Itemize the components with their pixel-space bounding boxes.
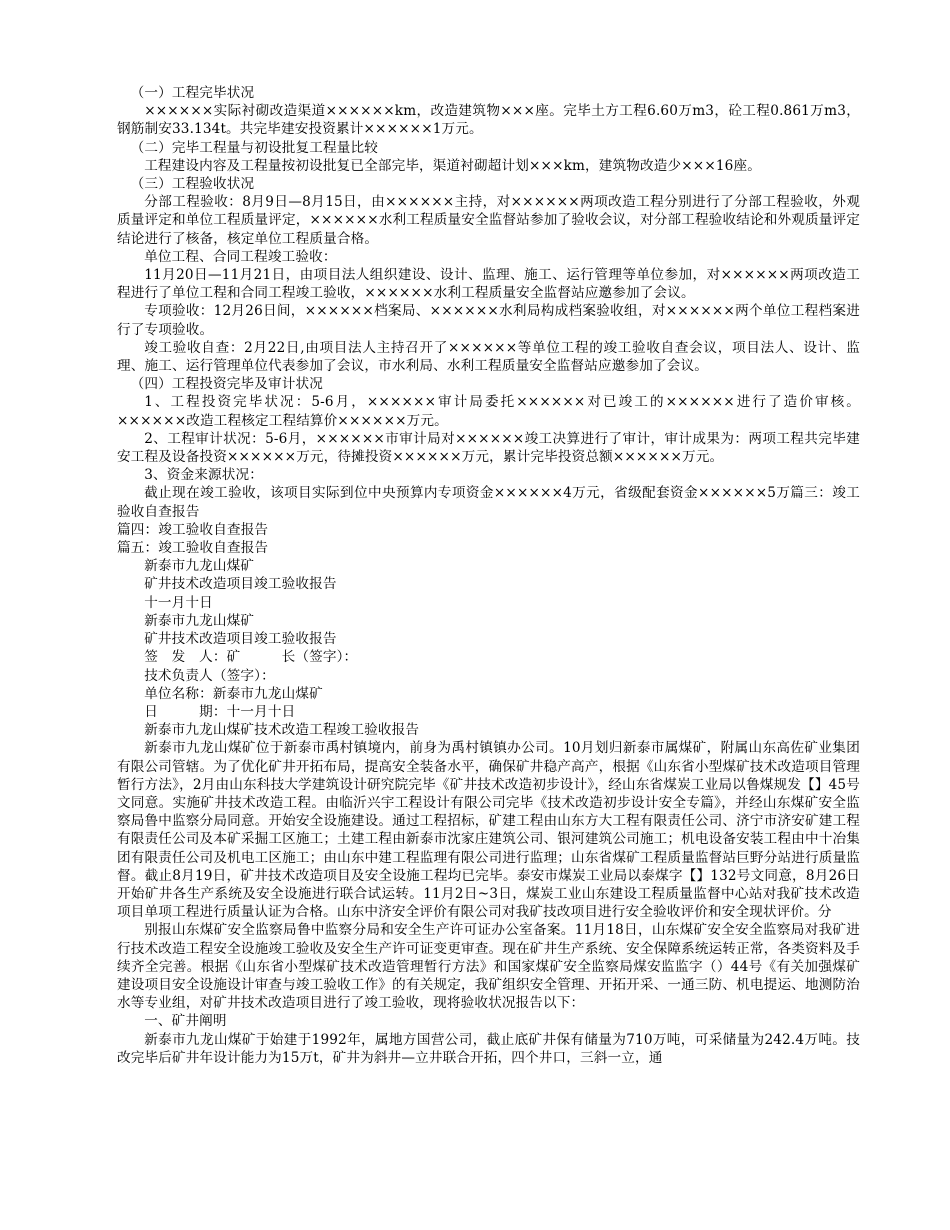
document-body [117, 84, 860, 1067]
paragraph: 单位名称：新泰市九龙山煤矿 [144, 685, 323, 702]
paragraph: 新泰市九龙山煤矿技术改造工程竣工验收报告 [144, 722, 420, 739]
paragraph: 矿井技术改造项目竣工验收报告 [144, 576, 337, 593]
paragraph: 工程建设内容及工程量按初设批复已全部完毕，渠道衬砌超计划×××km，建筑物改造少×××16座。 [144, 157, 761, 174]
paragraph: 新泰市九龙山煤矿位于新泰市禹村镇境内，前身为禹村镇镇办公司。10月划归新泰市属煤矿，附属山东高佐矿业集团有限公司管辖。为了优化矿井开拓布局，提高安全装备水平，确保矿井稳产高产，根据《山东省小型煤矿技术改造项目管理暂行方法》，2月由山东科技大学建筑设计研究院完毕《矿井技术改造初步设计》，经山东省煤炭工业局以鲁煤规发【】45号文同意。实施矿井技术改造工程。由临沂兴宇工程设计有限公司完毕《技术改造初步设计安全专篇》，并经山东煤矿安全监察局鲁中监察分局同意。开始安全设施建设。通过工程招标，矿建工程由山东方大工程有限责任公司、济宁市济安矿建工程有限责任公司及本矿采掘工区施工；土建工程由新泰市沈家庄建筑公司、银河建筑公司施工；机电设备安装工程由中十冶集团有限责任公司及机电工区施工；由山东中建工程监理有限公司进行监理；山东省煤矿工程质量监督站巨野分站进行质量监督。截止8月19日，矿井技术改造项目及安全设施工程均已完毕。泰安市煤炭工业局以泰煤字【】132号文同意，8月26日开始矿井各生产系统及安全设施进行联合试运转。11月2日~3日，煤炭工业山东建设工程质量监督中心站对我矿技术改造项目单项工程进行质量认证为合格。山东中济安全评价有限公司对我矿技改项目进行安全验收评价和安全现状评价。分 [117, 740, 860, 921]
paragraph: 截止现在竣工验收，该项目实际到位中央预算内专项资金××××××4万元，省级配套资金××××××5万篇三：竣工验收自查报告 [117, 485, 860, 520]
paragraph: 竣工验收自查：2月22日,由项目法人主持召开了××××××等单位工程的竣工验收自查会议，项目法人、设计、监理、施工、运行管理单位代表参加了会议，市水利局、水利工程质量安全监督站应邀参加了会议。 [117, 339, 860, 375]
paragraph: 专项验收：12月26日间，××××××档案局、××××××水利局构成档案验收组，对××××××两个单位工程档案进行了专项验收。 [117, 303, 860, 338]
paragraph: （四）工程投资完毕及审计状况 [130, 376, 324, 393]
paragraph: 1、工程投资完毕状况：5-6月，××××××审计局委托××××××对已竣工的××××××进行了造价审核。××××××改造工程核定工程结算价××××××万元。 [117, 394, 860, 429]
paragraph: ××××××实际衬砌改造渠道××××××km，改造建筑物×××座。完毕土方工程6.60万m3，砼工程0.861万m3，钢筋制安33.134t。共完毕建安投资累计××××××1万元。 [117, 103, 860, 138]
paragraph: 矿井技术改造项目竣工验收报告 [144, 631, 337, 648]
paragraph: 11月20日—11月21日，由项目法人组织建设、设计、监理、施工、运行管理等单位参加，对××××××两项改造工程进行了单位工程和合同工程竣工验收，××××××水利工程质量安全监督站应邀参加了会议。 [117, 267, 860, 302]
paragraph: 别报山东煤矿安全监察局鲁中监察分局和安全生产许可证办公室备案。11月18日，山东煤矿安全安全监察局对我矿进行技术改造工程安全设施竣工验收及安全生产许可证变更审查。现在矿井生产系统、安全保障系统运转正常，各类资料及手续齐全完善。根据《山东省小型煤矿技术改造管理暂行方法》和国家煤矿安全监察局煤安监监字（）44号《有关加强煤矿建设项目安全设施设计审查与竣工验收工作》的有关规定，我矿组织安全管理、开拓开采、一通三防、机电提运、地测防治水等专业组，对矿井技术改造项目进行了竣工验收，现将验收状况报告以下： [117, 922, 860, 1012]
paragraph: 篇四：竣工验收自查报告 [117, 521, 269, 538]
paragraph: 分部工程验收：8月9日—8月15日，由××××××主持，对××××××两项改造工程分别进行了分部工程验收，外观质量评定和单位工程质量评定，××××××水利工程质量安全监督站参加了验收会议，对分部工程验收结论和外观质量评定结论进行了核备，核定单位工程质量合格。 [117, 194, 860, 247]
paragraph: 十一月十日 [144, 594, 213, 611]
paragraph: 新泰市九龙山煤矿于始建于1992年，属地方国营公司，截止底矿井保有储量为710万吨，可采储量为242.4万吨。技改完毕后矿井年设计能力为15万t，矿井为斜井—立井联合开拓，四个井口，三斜一立，通 [117, 1031, 860, 1066]
paragraph: 2、工程审计状况：5-6月，××××××市审计局对××××××竣工决算进行了审计，审计成果为：两项工程共完毕建安工程及设备投资××××××万元，待摊投资××××××万元，累计完毕投资总额××××××万元。 [117, 430, 860, 466]
paragraph: （一）工程完毕状况 [130, 85, 255, 101]
paragraph: 新泰市九龙山煤矿 [144, 612, 255, 629]
paragraph: （三）工程验收状况 [130, 176, 255, 193]
paragraph: 篇五：竣工验收自查报告 [117, 540, 269, 557]
paragraph: 3、资金来源状况： [144, 467, 263, 484]
paragraph: 新泰市九龙山煤矿 [144, 558, 255, 575]
paragraph: 技术负责人（签字）： [144, 667, 275, 684]
paragraph: 签 发 人：矿 长（签字）： [144, 649, 358, 666]
paragraph: （二）完毕工程量与初设批复工程量比较 [130, 139, 378, 156]
paragraph: 一、矿井阐明 [144, 1013, 227, 1030]
paragraph: 单位工程、合同工程竣工验收： [144, 248, 337, 265]
paragraph: 日 期：十一月十日 [144, 703, 296, 720]
